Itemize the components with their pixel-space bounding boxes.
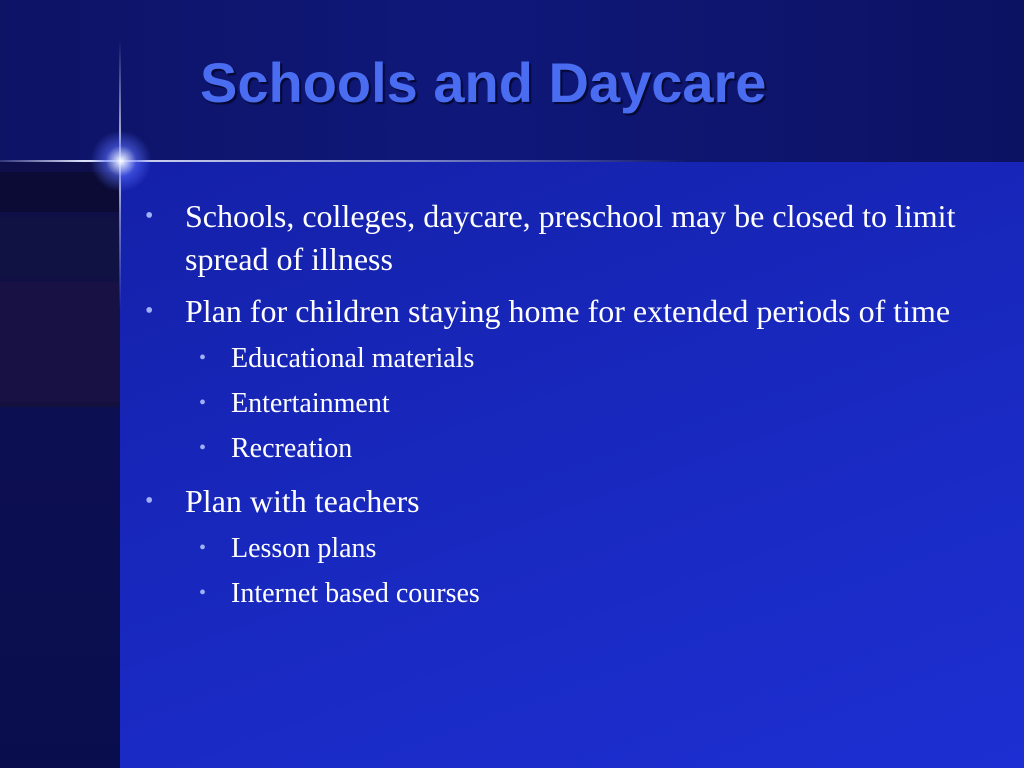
bullet-marker-icon: •: [145, 488, 154, 514]
sub-bullet-list: [185, 526, 1005, 616]
sub-bullet-text: Internet based courses: [231, 578, 480, 609]
bullet-marker-icon: •: [145, 203, 154, 229]
sub-bullet-text: Entertainment: [231, 388, 390, 419]
bullet-text: Schools, colleges, daycare, preschool may be closed to limit spread of illness: [185, 198, 956, 277]
sub-bullet-item: [185, 381, 1005, 426]
left-decorative-strip: [0, 162, 120, 768]
strip-band: [0, 407, 120, 768]
sub-bullet-marker-icon: •: [199, 582, 207, 604]
slide-title: Schools and Daycare: [200, 51, 767, 114]
sub-bullet-text: Educational materials: [231, 343, 475, 374]
sub-bullet-text: Lesson plans: [231, 533, 377, 564]
sub-bullet-item: [185, 336, 1005, 381]
strip-band: [0, 217, 120, 277]
sub-bullet-marker-icon: •: [199, 437, 207, 459]
star-glow-icon: [90, 130, 152, 192]
sub-bullet-item: [185, 426, 1005, 471]
sub-bullet-list: [185, 336, 1005, 471]
sub-bullet-item: [185, 526, 1005, 571]
bullet-list: [145, 195, 1005, 625]
bullet-text: Plan for children staying home for extended periods of time: [185, 293, 951, 329]
sub-bullet-marker-icon: •: [199, 537, 207, 559]
sub-bullet-marker-icon: •: [199, 392, 207, 414]
sub-bullet-item: [185, 571, 1005, 616]
bullet-item: [145, 480, 1005, 616]
bullet-text: Plan with teachers: [185, 483, 420, 519]
bullet-marker-icon: •: [145, 298, 154, 324]
bullet-item: [145, 195, 1005, 281]
sub-bullet-marker-icon: •: [199, 347, 207, 369]
bullet-item: [145, 290, 1005, 471]
strip-band: [0, 282, 120, 402]
sub-bullet-text: Recreation: [231, 433, 353, 464]
